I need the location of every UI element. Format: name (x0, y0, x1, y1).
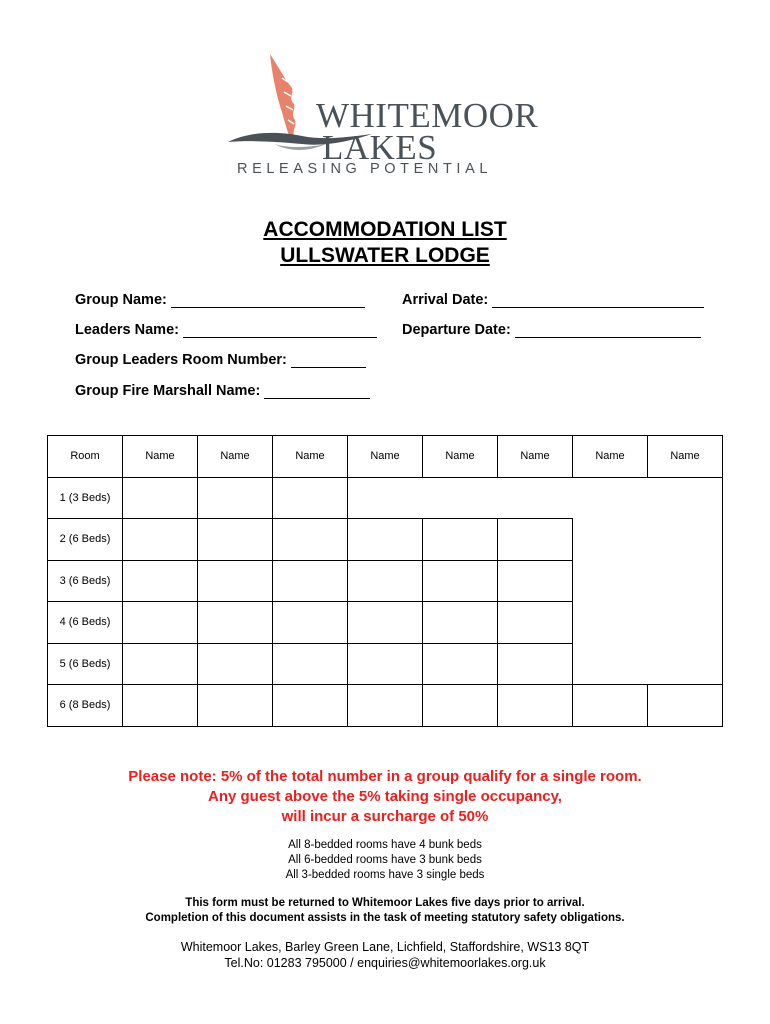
name-cell[interactable] (423, 519, 498, 561)
room-label: 4 (6 Beds) (48, 602, 123, 644)
name-cell[interactable] (123, 560, 198, 602)
single-room-notice-2: Any guest above the 5% taking single occupancy, (208, 788, 562, 805)
name-cell[interactable] (648, 685, 723, 727)
departure-date-field[interactable] (402, 322, 701, 338)
page-title: ACCOMMODATION LIST (263, 218, 507, 241)
name-cell[interactable] (273, 477, 348, 519)
unused-cell (648, 477, 723, 519)
header-name: Name (498, 436, 573, 478)
name-cell[interactable] (573, 685, 648, 727)
unused-cell (573, 643, 648, 685)
name-cell[interactable] (273, 643, 348, 685)
name-cell[interactable] (423, 643, 498, 685)
header-name: Name (423, 436, 498, 478)
header-name: Name (123, 436, 198, 478)
leaders-name-label: Leaders Name: (75, 322, 179, 338)
name-cell[interactable] (348, 560, 423, 602)
table-row (48, 643, 723, 685)
leaders-room-field[interactable] (75, 352, 366, 368)
name-cell[interactable] (123, 477, 198, 519)
page-subtitle: ULLSWATER LODGE (280, 244, 490, 267)
single-room-notice-3: will incur a surcharge of 50% (281, 808, 489, 825)
logo-name-line2: LAKES (322, 128, 438, 167)
departure-date-label: Departure Date: (402, 322, 511, 338)
beds-info-line: All 6-bedded rooms have 3 bunk beds (288, 854, 482, 866)
leaders-room-label: Group Leaders Room Number: (75, 352, 287, 368)
unused-cell (573, 519, 648, 561)
name-cell[interactable] (423, 685, 498, 727)
address-text: Whitemoor Lakes, Barley Green Lane, Lichfield, Staffordshire, WS13 8QT (180, 940, 590, 954)
contact-text: Tel.No: 01283 795000 / enquiries@whitemoorlakes.org.uk (224, 956, 546, 970)
beds-info-line: All 3-bedded rooms have 3 single beds (285, 869, 485, 881)
arrival-date-line[interactable] (492, 292, 704, 308)
unused-cell (573, 602, 648, 644)
name-cell[interactable] (198, 685, 273, 727)
name-cell[interactable] (198, 643, 273, 685)
unused-cell (423, 477, 498, 519)
name-cell[interactable] (498, 643, 573, 685)
name-cell[interactable] (348, 643, 423, 685)
single-room-notice: Please note: 5% of the total number in a group qualify for a single room. (128, 768, 642, 785)
name-cell[interactable] (423, 560, 498, 602)
name-cell[interactable] (348, 602, 423, 644)
header-room: Room (48, 436, 123, 478)
name-cell[interactable] (273, 560, 348, 602)
room-label: 6 (8 Beds) (48, 685, 123, 727)
fire-marshall-field[interactable] (75, 383, 370, 399)
name-cell[interactable] (123, 685, 198, 727)
header-name: Name (348, 436, 423, 478)
leaders-name-line[interactable] (183, 322, 377, 338)
group-name-label: Group Name: (75, 292, 167, 308)
group-name-field[interactable] (75, 292, 365, 308)
table-row (48, 685, 723, 727)
room-label: 5 (6 Beds) (48, 643, 123, 685)
unused-cell (648, 519, 723, 561)
fire-marshall-label: Group Fire Marshall Name: (75, 383, 261, 399)
header-name: Name (273, 436, 348, 478)
logo-name-line1: WHITEMOOR (316, 96, 539, 135)
arrival-date-label: Arrival Date: (402, 292, 489, 308)
unused-cell (648, 602, 723, 644)
return-instruction: This form must be returned to Whitemoor Lakes five days prior to arrival. (185, 897, 585, 909)
room-label: 1 (3 Beds) (48, 477, 123, 519)
unused-cell (648, 643, 723, 685)
unused-cell (573, 477, 648, 519)
unused-cell (648, 560, 723, 602)
beds-info-line: All 8-bedded rooms have 4 bunk beds (288, 839, 482, 851)
name-cell[interactable] (498, 685, 573, 727)
name-cell[interactable] (123, 519, 198, 561)
accommodation-table (47, 435, 723, 727)
room-label: 2 (6 Beds) (48, 519, 123, 561)
name-cell[interactable] (498, 602, 573, 644)
name-cell[interactable] (498, 560, 573, 602)
leaders-room-line[interactable] (291, 352, 366, 368)
fire-marshall-line[interactable] (264, 383, 370, 399)
name-cell[interactable] (123, 643, 198, 685)
table-row (48, 519, 723, 561)
name-cell[interactable] (273, 519, 348, 561)
header-name: Name (573, 436, 648, 478)
unused-cell (348, 477, 423, 519)
table-row (48, 560, 723, 602)
name-cell[interactable] (273, 685, 348, 727)
header-name: Name (648, 436, 723, 478)
name-cell[interactable] (498, 519, 573, 561)
name-cell[interactable] (123, 602, 198, 644)
table-row (48, 477, 723, 519)
table-header-row (48, 436, 723, 478)
logo-tagline: RELEASING POTENTIAL (237, 161, 492, 177)
name-cell[interactable] (348, 685, 423, 727)
name-cell[interactable] (198, 602, 273, 644)
whitemoor-lakes-logo (222, 48, 542, 188)
unused-cell (498, 477, 573, 519)
room-label: 3 (6 Beds) (48, 560, 123, 602)
name-cell[interactable] (198, 519, 273, 561)
departure-date-line[interactable] (515, 322, 701, 338)
group-name-line[interactable] (171, 292, 365, 308)
leaders-name-field[interactable] (75, 322, 377, 338)
name-cell[interactable] (348, 519, 423, 561)
unused-cell (573, 560, 648, 602)
name-cell[interactable] (423, 602, 498, 644)
name-cell[interactable] (273, 602, 348, 644)
arrival-date-field[interactable] (402, 292, 704, 308)
name-cell[interactable] (198, 560, 273, 602)
table-row (48, 602, 723, 644)
header-name: Name (198, 436, 273, 478)
name-cell[interactable] (198, 477, 273, 519)
completion-instruction: Completion of this document assists in the task of meeting statutory safety obligations. (145, 912, 625, 924)
